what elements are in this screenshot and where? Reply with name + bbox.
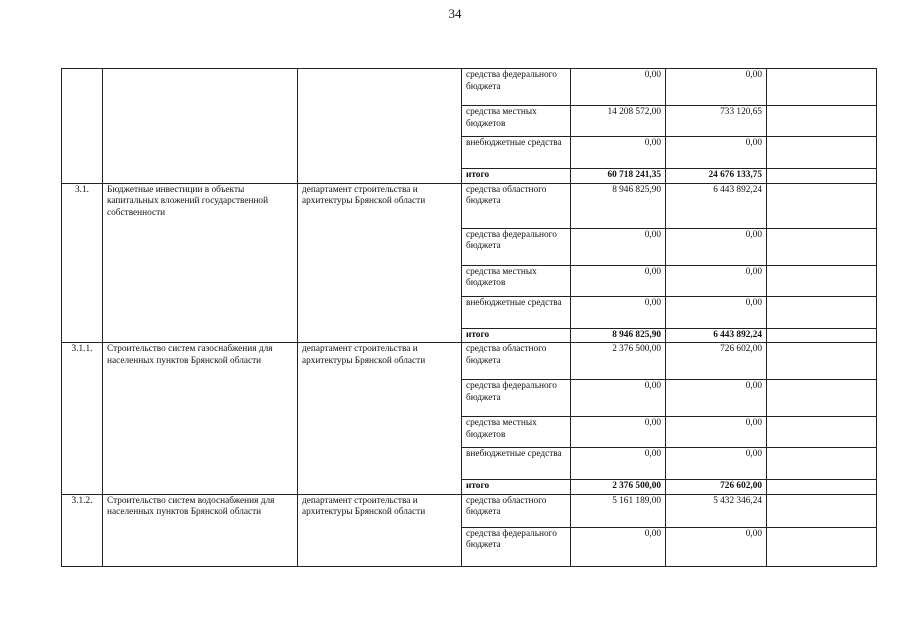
amount-col1: 0,00 — [571, 265, 666, 296]
empty-cell — [767, 527, 877, 566]
table-row — [62, 69, 877, 106]
empty-cell — [767, 265, 877, 296]
empty-cell — [767, 448, 877, 480]
amount-col2: 0,00 — [666, 137, 767, 169]
amount-col1: 0,00 — [571, 417, 666, 448]
empty-cell — [767, 69, 877, 106]
funding-source: итого — [462, 169, 571, 184]
amount-col1: 0,00 — [571, 228, 666, 265]
amount-col2: 0,00 — [666, 69, 767, 106]
amount-col1: 0,00 — [571, 448, 666, 480]
funding-source: средства федерального бюджета — [462, 228, 571, 265]
table-row — [62, 343, 877, 380]
row-department: департамент строительства и архитектуры Брянской области — [298, 343, 462, 495]
amount-col1: 5 161 189,00 — [571, 494, 666, 527]
row-name: Строительство систем газоснабжения для населенных пунктов Брянской области — [103, 343, 298, 495]
funding-source: внебюджетные средства — [462, 448, 571, 480]
amount-col2: 5 432 346,24 — [666, 494, 767, 527]
funding-source: средства федерального бюджета — [462, 527, 571, 566]
empty-cell — [767, 106, 877, 137]
budget-table — [61, 68, 877, 567]
table-row — [62, 183, 877, 228]
amount-col1: 0,00 — [571, 527, 666, 566]
row-name — [103, 69, 298, 184]
empty-cell — [767, 480, 877, 495]
empty-cell — [767, 228, 877, 265]
funding-source: средства местных бюджетов — [462, 106, 571, 137]
amount-col2: 0,00 — [666, 265, 767, 296]
empty-cell — [767, 343, 877, 380]
funding-source: средства областного бюджета — [462, 183, 571, 228]
funding-source: средства федерального бюджета — [462, 69, 571, 106]
amount-col2: 0,00 — [666, 228, 767, 265]
empty-cell — [767, 183, 877, 228]
amount-col1: 0,00 — [571, 137, 666, 169]
table-row — [62, 494, 877, 527]
budget-table-body — [62, 69, 877, 567]
empty-cell — [767, 137, 877, 169]
row-department: департамент строительства и архитектуры Брянской области — [298, 183, 462, 343]
funding-source: средства местных бюджетов — [462, 417, 571, 448]
funding-source: итого — [462, 328, 571, 343]
amount-col1: 0,00 — [571, 380, 666, 417]
empty-cell — [767, 380, 877, 417]
amount-col1: 0,00 — [571, 296, 666, 328]
empty-cell — [767, 417, 877, 448]
amount-col2: 0,00 — [666, 380, 767, 417]
amount-col2: 0,00 — [666, 527, 767, 566]
amount-col1: 8 946 825,90 — [571, 183, 666, 228]
amount-col2: 733 120,65 — [666, 106, 767, 137]
amount-col1: 2 376 500,00 — [571, 480, 666, 495]
empty-cell — [767, 296, 877, 328]
row-code: 3.1.1. — [62, 343, 103, 495]
amount-col1: 0,00 — [571, 69, 666, 106]
amount-col2: 726 602,00 — [666, 343, 767, 380]
row-code — [62, 69, 103, 184]
row-department — [298, 69, 462, 184]
amount-col1: 2 376 500,00 — [571, 343, 666, 380]
amount-col2: 24 676 133,75 — [666, 169, 767, 184]
funding-source: средства областного бюджета — [462, 343, 571, 380]
row-code: 3.1.2. — [62, 494, 103, 566]
amount-col2: 6 443 892,24 — [666, 183, 767, 228]
amount-col1: 14 208 572,00 — [571, 106, 666, 137]
funding-source: средства федерального бюджета — [462, 380, 571, 417]
amount-col2: 726 602,00 — [666, 480, 767, 495]
row-name: Бюджетные инвестиции в объекты капитальных вложений государственной собственности — [103, 183, 298, 343]
funding-source: средства областного бюджета — [462, 494, 571, 527]
page-number: 34 — [448, 6, 462, 21]
empty-cell — [767, 494, 877, 527]
funding-source: внебюджетные средства — [462, 296, 571, 328]
row-department: департамент строительства и архитектуры Брянской области — [298, 494, 462, 566]
amount-col2: 0,00 — [666, 296, 767, 328]
empty-cell — [767, 169, 877, 184]
row-code: 3.1. — [62, 183, 103, 343]
funding-source: средства местных бюджетов — [462, 265, 571, 296]
amount-col1: 8 946 825,90 — [571, 328, 666, 343]
funding-source: итого — [462, 480, 571, 495]
row-name: Строительство систем водоснабжения для населенных пунктов Брянской области — [103, 494, 298, 566]
amount-col2: 0,00 — [666, 448, 767, 480]
amount-col2: 6 443 892,24 — [666, 328, 767, 343]
amount-col1: 60 718 241,35 — [571, 169, 666, 184]
funding-source: внебюджетные средства — [462, 137, 571, 169]
amount-col2: 0,00 — [666, 417, 767, 448]
empty-cell — [767, 328, 877, 343]
